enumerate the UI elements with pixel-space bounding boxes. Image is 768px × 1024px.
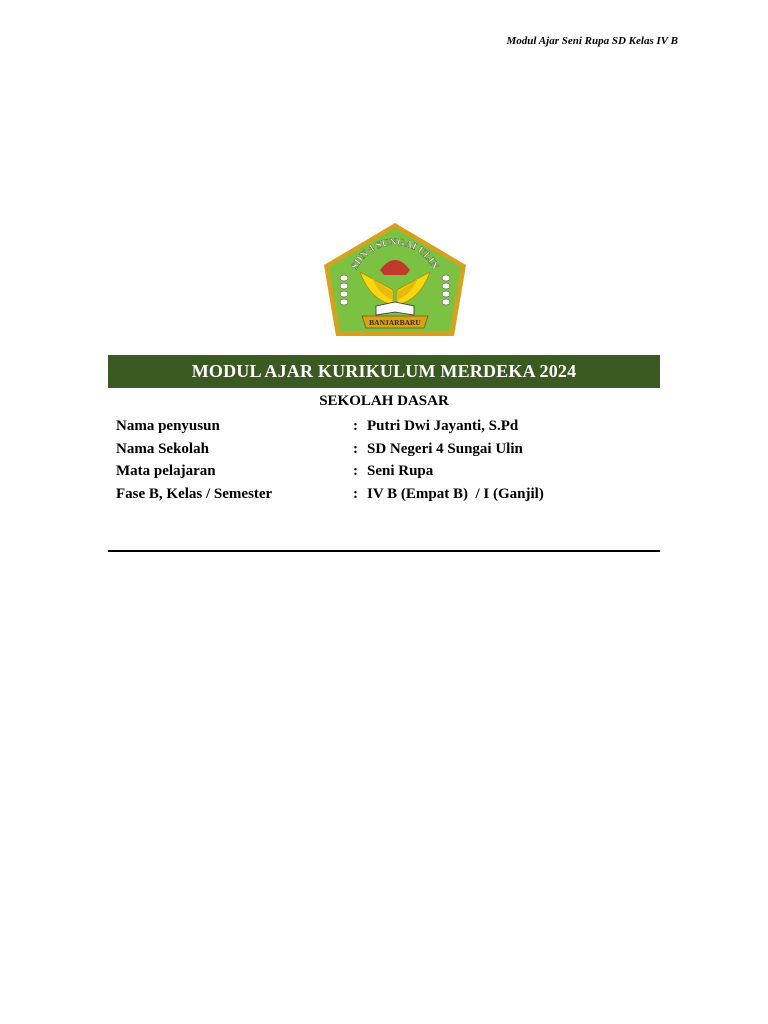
logo-arc-text: SDN 4 SUNGAI ULIN [349, 237, 441, 272]
horizontal-rule [108, 550, 660, 552]
info-separator: : [353, 440, 358, 457]
info-value: IV B (Empat B) / I (Ganjil) [367, 485, 544, 502]
document-subtitle: SEKOLAH DASAR [319, 393, 449, 409]
title-bar [108, 355, 660, 388]
info-label: Mata pelajaran [116, 463, 216, 479]
info-value: Putri Dwi Jayanti, S.Pd [367, 418, 519, 434]
info-separator: : [353, 418, 358, 434]
info-separator: : [353, 463, 358, 479]
info-label: Nama Sekolah [116, 440, 209, 457]
info-value: Seni Rupa [367, 463, 434, 479]
info-row [116, 438, 656, 461]
document-title: MODUL AJAR KURIKULUM MERDEKA 2024 [191, 361, 577, 381]
info-label: Fase B, Kelas / Semester [116, 485, 273, 502]
school-logo [320, 220, 470, 342]
info-value: SD Negeri 4 Sungai Ulin [367, 440, 523, 457]
info-label: Nama penyusun [116, 418, 220, 434]
info-row [116, 415, 656, 438]
info-row [116, 483, 656, 506]
info-row [116, 460, 656, 483]
header-note: Modul Ajar Seni Rupa SD Kelas IV B [506, 35, 678, 47]
logo-banner-text: BANJARBARU [369, 318, 421, 327]
info-separator: : [353, 485, 358, 502]
info-table [116, 415, 656, 505]
